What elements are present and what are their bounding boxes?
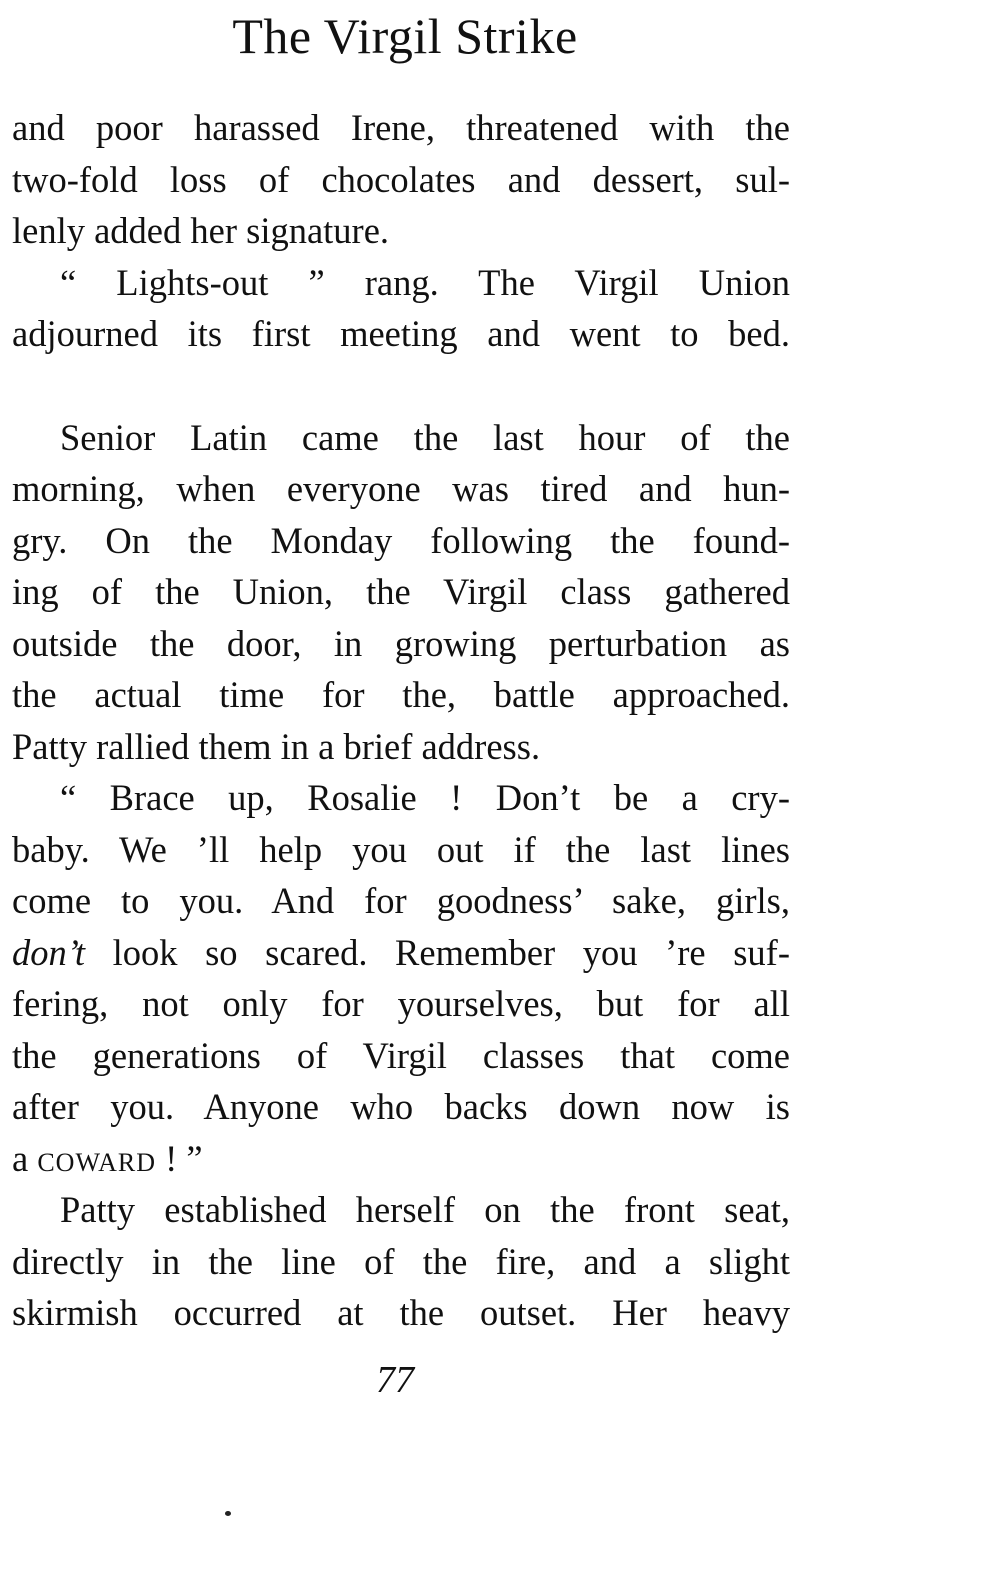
text-line: Patty rallied them in a brief address. xyxy=(12,725,541,767)
text-line: and poor harassed Irene, threatened with the xyxy=(12,107,790,148)
text-fragment: ! ” xyxy=(156,1137,203,1179)
text-line: fering, not only for yourselves, but for all xyxy=(12,983,790,1024)
text-line: two-fold loss of chocolates and dessert, sul- xyxy=(12,158,790,200)
text-line: morning, when everyone was tired and hun- xyxy=(12,468,790,509)
text-line: come to you. And for goodness’ sake, girls, xyxy=(12,880,790,921)
text-line: after you. Anyone who backs down now is xyxy=(12,1086,790,1127)
emphasis-text: don’t xyxy=(12,931,85,973)
text-fragment: a xyxy=(12,1137,38,1179)
scan-speck xyxy=(225,1511,231,1516)
text-line: the actual time for the, battle approached. xyxy=(12,674,790,715)
text-fragment: look so scared. Remember you ’re suf- xyxy=(85,931,790,973)
text-line xyxy=(12,1133,790,1185)
page-number: 77 xyxy=(376,1359,414,1401)
text-line: baby. We ’ll help you out if the last lines xyxy=(12,828,790,870)
running-head: The Virgil Strike xyxy=(232,8,578,64)
text-line: Senior Latin came the last hour of the xyxy=(60,416,790,458)
body-text xyxy=(12,102,790,1339)
text-line: Patty established herself on the front seat, xyxy=(60,1189,790,1230)
text-line: adjourned its first meeting and went to bed. xyxy=(12,313,790,354)
text-line: skirmish occurred at the outset. Her heavy xyxy=(12,1292,790,1333)
text-line: the generations of Virgil classes that come xyxy=(12,1034,790,1076)
text-line: “ Brace up, Rosalie ! Don’t be a cry- xyxy=(60,777,790,818)
text-line: directly in the line of the fire, and a slight xyxy=(12,1240,790,1282)
text-line: “ Lights-out ” rang. The Virgil Union xyxy=(60,261,790,303)
text-line: outside the door, in growing perturbation as xyxy=(12,622,790,664)
text-line xyxy=(12,927,790,979)
section-break xyxy=(12,360,790,412)
small-caps-text: COWARD xyxy=(37,1147,156,1177)
text-line: ing of the Union, the Virgil class gathered xyxy=(12,571,790,612)
text-line: gry. On the Monday following the found- xyxy=(12,519,790,561)
text-line: lenly added her signature. xyxy=(12,210,390,251)
